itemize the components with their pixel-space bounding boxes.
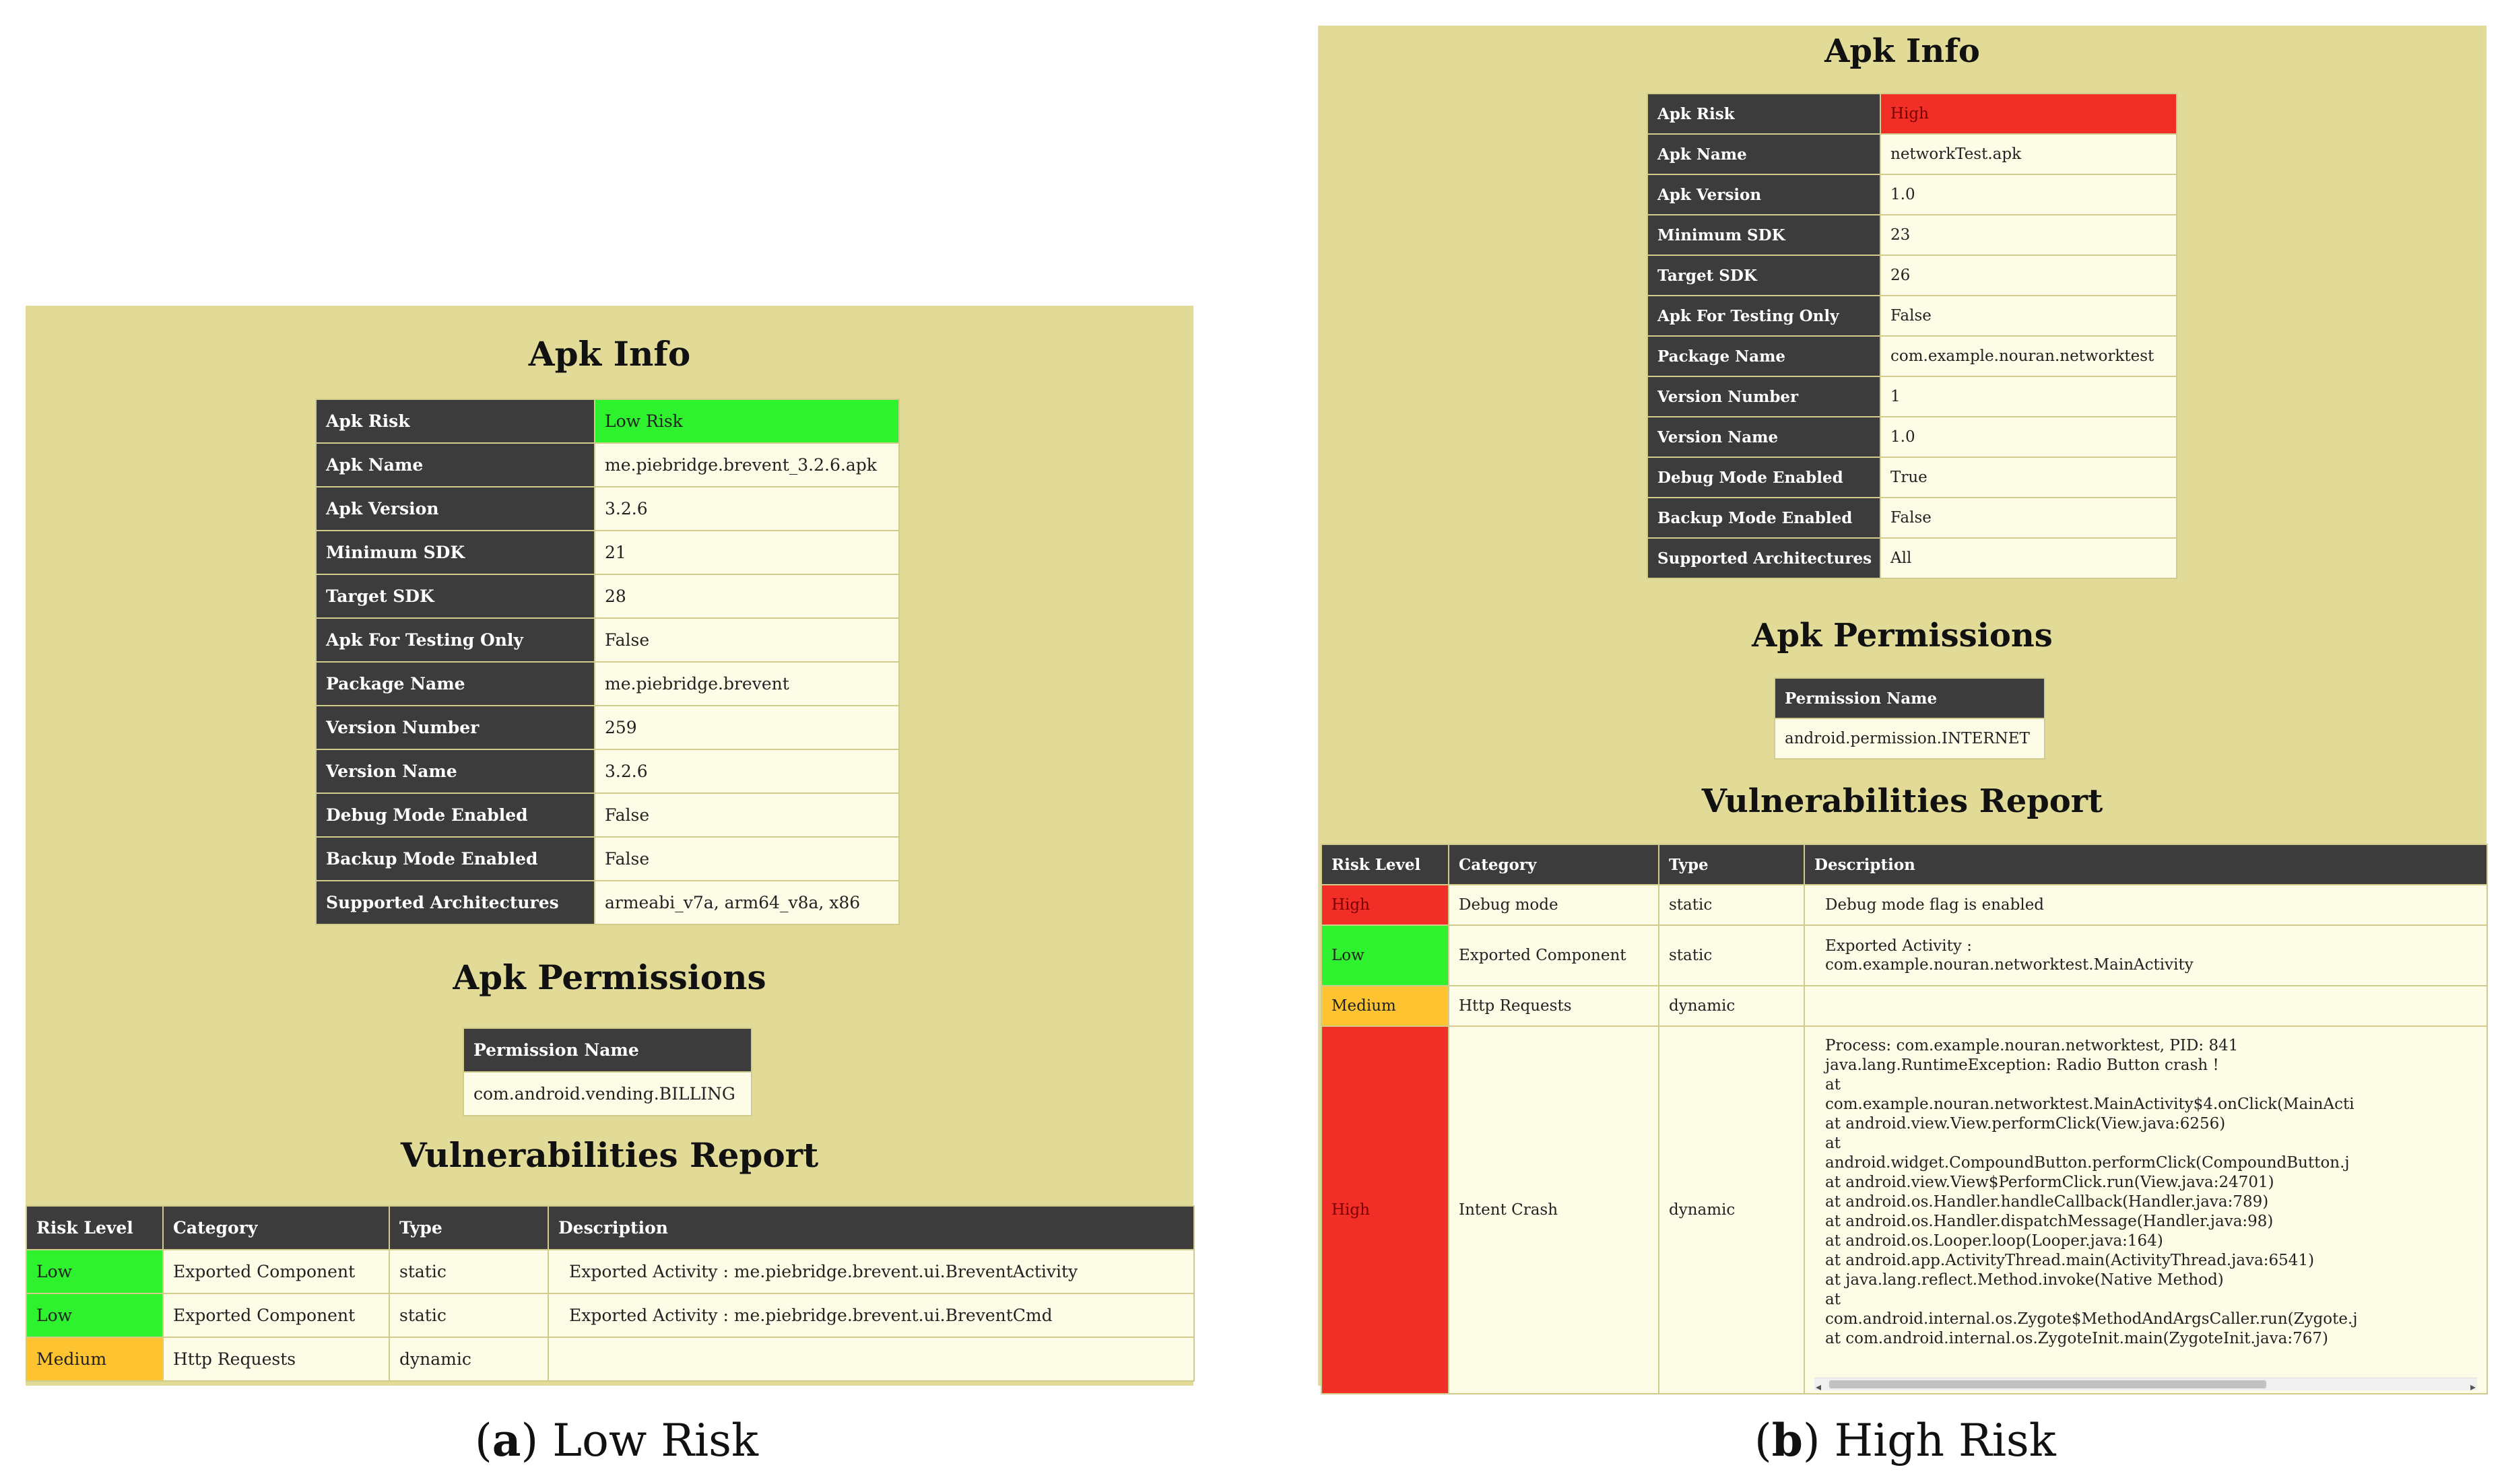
caption-letter: a bbox=[492, 1414, 521, 1466]
info-value: networkTest.apk bbox=[1880, 134, 2177, 174]
info-label: Version Name bbox=[1647, 417, 1880, 457]
permission-value: com.android.vending.BILLING bbox=[463, 1072, 752, 1116]
risk-badge: High bbox=[1880, 94, 2177, 134]
type-cell: dynamic bbox=[389, 1337, 548, 1381]
info-value: 3.2.6 bbox=[595, 487, 899, 531]
report-panel-low-risk bbox=[26, 306, 1193, 1386]
vulnerability-row bbox=[1321, 925, 2487, 986]
risk-level-cell: High bbox=[1321, 1026, 1449, 1394]
vulnerability-row bbox=[26, 1293, 1194, 1337]
description-cell: Exported Activity : com.example.nouran.networktest.MainActivity bbox=[1804, 925, 2487, 986]
permission-name-header: Permission Name bbox=[463, 1028, 752, 1072]
info-value: All bbox=[1880, 538, 2177, 578]
info-row bbox=[316, 574, 899, 618]
scrollbar-thumb[interactable] bbox=[1829, 1380, 2266, 1388]
info-row bbox=[316, 443, 899, 487]
info-label: Target SDK bbox=[1647, 255, 1880, 296]
risk-badge: Low Risk bbox=[595, 399, 899, 443]
info-row bbox=[316, 793, 899, 837]
column-header: Description bbox=[548, 1206, 1194, 1250]
info-value: False bbox=[595, 837, 899, 881]
risk-level-cell: Medium bbox=[26, 1337, 163, 1381]
risk-level-cell: High bbox=[1321, 885, 1449, 925]
info-label: Version Name bbox=[316, 749, 595, 793]
permission-name-header: Permission Name bbox=[1775, 678, 2045, 718]
category-cell: Exported Component bbox=[1449, 925, 1659, 986]
info-value: 259 bbox=[595, 706, 899, 749]
apk-permissions-title: Apk Permissions bbox=[1752, 617, 2053, 654]
apk-info-title: Apk Info bbox=[1824, 32, 1980, 70]
category-cell: Debug mode bbox=[1449, 885, 1659, 925]
vulnerability-row bbox=[1321, 1026, 2487, 1394]
info-row bbox=[1647, 215, 2177, 255]
caption-text: Low Risk bbox=[552, 1415, 758, 1466]
info-row bbox=[1647, 498, 2177, 538]
info-label: Backup Mode Enabled bbox=[316, 837, 595, 881]
column-header: Description bbox=[1804, 844, 2487, 885]
info-label: Debug Mode Enabled bbox=[1647, 457, 1880, 498]
report-panel-high-risk bbox=[1318, 26, 2486, 1393]
info-value: 26 bbox=[1880, 255, 2177, 296]
info-label: Apk For Testing Only bbox=[1647, 296, 1880, 336]
type-cell: static bbox=[389, 1250, 548, 1293]
info-label: Debug Mode Enabled bbox=[316, 793, 595, 837]
risk-level-cell: Low bbox=[26, 1250, 163, 1293]
info-label: Package Name bbox=[316, 662, 595, 706]
info-label: Apk For Testing Only bbox=[316, 618, 595, 662]
caption-letter: b bbox=[1771, 1414, 1803, 1466]
info-value: False bbox=[595, 793, 899, 837]
info-row bbox=[316, 662, 899, 706]
column-header: Risk Level bbox=[26, 1206, 163, 1250]
info-value: False bbox=[595, 618, 899, 662]
info-value: com.example.nouran.networktest bbox=[1880, 336, 2177, 376]
info-label: Package Name bbox=[1647, 336, 1880, 376]
info-label: Apk Version bbox=[316, 487, 595, 531]
column-header: Category bbox=[163, 1206, 389, 1250]
apk-info-table bbox=[1647, 93, 2177, 579]
caption-text: High Risk bbox=[1834, 1415, 2056, 1466]
info-value: 1.0 bbox=[1880, 174, 2177, 215]
info-row bbox=[1647, 417, 2177, 457]
scroll-left-icon[interactable]: ◂ bbox=[1816, 1380, 1822, 1393]
type-cell: static bbox=[389, 1293, 548, 1337]
type-cell: static bbox=[1659, 925, 1804, 986]
vulnerability-row bbox=[26, 1337, 1194, 1381]
info-label: Apk Name bbox=[316, 443, 595, 487]
info-value: False bbox=[1880, 296, 2177, 336]
description-cell: Exported Activity : me.piebridge.brevent.ui.BreventCmd bbox=[548, 1293, 1194, 1337]
permissions-table bbox=[1774, 677, 2045, 760]
column-header: Risk Level bbox=[1321, 844, 1449, 885]
category-cell: Exported Component bbox=[163, 1293, 389, 1337]
vulnerability-row bbox=[1321, 885, 2487, 925]
info-label: Apk Risk bbox=[1647, 94, 1880, 134]
info-value: me.piebridge.brevent_3.2.6.apk bbox=[595, 443, 899, 487]
info-label: Apk Risk bbox=[316, 399, 595, 443]
risk-level-cell: Medium bbox=[1321, 986, 1449, 1026]
scroll-right-icon[interactable]: ▸ bbox=[2470, 1380, 2476, 1393]
info-label: Apk Version bbox=[1647, 174, 1880, 215]
vulnerability-row bbox=[1321, 986, 2487, 1026]
info-row bbox=[316, 837, 899, 881]
info-row bbox=[1647, 255, 2177, 296]
info-label: Backup Mode Enabled bbox=[1647, 498, 1880, 538]
info-row bbox=[316, 749, 899, 793]
risk-level-cell: Low bbox=[26, 1293, 163, 1337]
stack-trace-cell: Process: com.example.nouran.networktest, PID: 841 java.lang.RuntimeException: Radio Button crash ! at com.example.nouran.networktest.MainActivity$4.onClick(MainActi at android.view.View.performClick(View.java:6256) at android.widget.CompoundButton.performClick(CompoundButton.j at android.view.View$PerformClick.run(View.java:24701) at android.os.Handler.handleCallback(Handler.java:789) at android.os.Handler.dispatchMessage(Handler.java:98) at android.os.Looper.loop(Looper.java:164) at android.app.ActivityThread.main(ActivityThread.java:6541) at java.lang.reflect.Method.invoke(Native Method) at com.android.internal.os.Zygote$MethodAndArgsCaller.run(Zygote.j at com.android.internal.os.ZygoteInit.main(ZygoteInit.java:767) ◂ ▸ bbox=[1804, 1026, 2487, 1394]
info-label: Supported Architectures bbox=[316, 881, 595, 924]
info-value: True bbox=[1880, 457, 2177, 498]
permission-row bbox=[463, 1072, 752, 1116]
info-label: Apk Name bbox=[1647, 134, 1880, 174]
info-label: Minimum SDK bbox=[1647, 215, 1880, 255]
vulnerabilities-report-title: Vulnerabilities Report bbox=[1701, 782, 2103, 820]
category-cell: Http Requests bbox=[1449, 986, 1659, 1026]
info-value: armeabi_v7a, arm64_v8a, x86 bbox=[595, 881, 899, 924]
info-row bbox=[1647, 296, 2177, 336]
caption-low-risk: (a) Low Risk bbox=[475, 1414, 758, 1466]
info-value: me.piebridge.brevent bbox=[595, 662, 899, 706]
info-label: Target SDK bbox=[316, 574, 595, 618]
vulnerability-row bbox=[26, 1250, 1194, 1293]
info-row bbox=[316, 399, 899, 443]
info-row bbox=[1647, 336, 2177, 376]
column-header: Type bbox=[1659, 844, 1804, 885]
info-row bbox=[316, 531, 899, 574]
column-header: Category bbox=[1449, 844, 1659, 885]
permissions-table bbox=[463, 1027, 752, 1116]
apk-permissions-title: Apk Permissions bbox=[453, 957, 766, 997]
info-row bbox=[316, 706, 899, 749]
info-value: False bbox=[1880, 498, 2177, 538]
info-value: 1 bbox=[1880, 376, 2177, 417]
description-cell bbox=[548, 1337, 1194, 1381]
type-cell: static bbox=[1659, 885, 1804, 925]
info-value: 3.2.6 bbox=[595, 749, 899, 793]
info-row bbox=[316, 487, 899, 531]
apk-info-title: Apk Info bbox=[528, 334, 691, 374]
column-header: Type bbox=[389, 1206, 548, 1250]
info-row bbox=[316, 881, 899, 924]
category-cell: Intent Crash bbox=[1449, 1026, 1659, 1394]
info-row bbox=[316, 618, 899, 662]
category-cell: Exported Component bbox=[163, 1250, 389, 1293]
info-row bbox=[1647, 174, 2177, 215]
description-cell: Exported Activity : me.piebridge.brevent.ui.BreventActivity bbox=[548, 1250, 1194, 1293]
type-cell: dynamic bbox=[1659, 1026, 1804, 1394]
info-value: 21 bbox=[595, 531, 899, 574]
info-label: Version Number bbox=[1647, 376, 1880, 417]
info-label: Version Number bbox=[316, 706, 595, 749]
info-value: 23 bbox=[1880, 215, 2177, 255]
info-row bbox=[1647, 457, 2177, 498]
vulnerabilities-table bbox=[1321, 844, 2488, 1394]
vulnerabilities-report-title: Vulnerabilities Report bbox=[400, 1135, 819, 1175]
info-label: Minimum SDK bbox=[316, 531, 595, 574]
risk-level-cell: Low bbox=[1321, 925, 1449, 986]
info-row bbox=[1647, 376, 2177, 417]
info-value: 1.0 bbox=[1880, 417, 2177, 457]
type-cell: dynamic bbox=[1659, 986, 1804, 1026]
info-row bbox=[1647, 134, 2177, 174]
category-cell: Http Requests bbox=[163, 1337, 389, 1381]
description-cell bbox=[1804, 986, 2487, 1026]
apk-info-table bbox=[315, 399, 900, 925]
horizontal-scrollbar[interactable] bbox=[1814, 1378, 2477, 1393]
caption-high-risk: (b) High Risk bbox=[1754, 1414, 2056, 1466]
info-row bbox=[1647, 538, 2177, 578]
info-label: Supported Architectures bbox=[1647, 538, 1880, 578]
permission-row bbox=[1775, 718, 2045, 759]
info-value: 28 bbox=[595, 574, 899, 618]
info-row bbox=[1647, 94, 2177, 134]
vulnerabilities-table bbox=[26, 1205, 1195, 1382]
permission-value: android.permission.INTERNET bbox=[1775, 718, 2045, 759]
description-cell: Debug mode flag is enabled bbox=[1804, 885, 2487, 925]
